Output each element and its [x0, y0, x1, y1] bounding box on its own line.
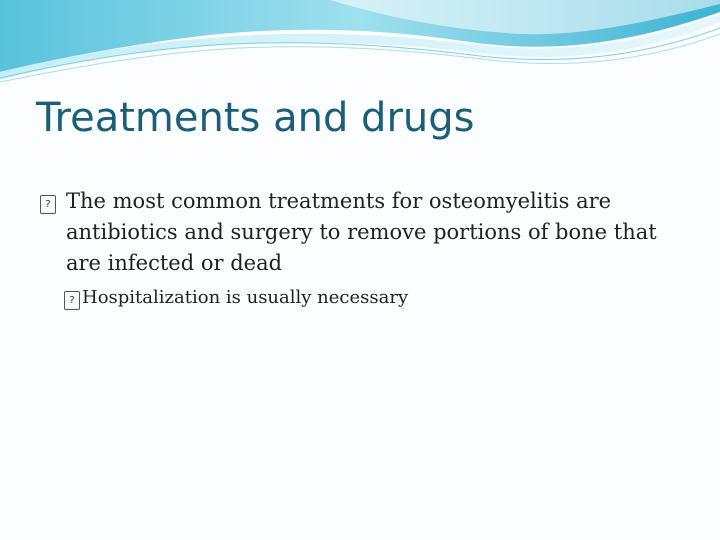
slide-body [46, 186, 666, 311]
header-wave-decoration [0, 0, 720, 90]
sub-bullet-marker-icon: ? [64, 285, 80, 311]
bullet-marker-icon: ? [40, 186, 56, 217]
bullet-text: The most common treatments for osteomyelitis are antibiotics and surgery to remove portions of bone that are infected or dead [66, 189, 657, 275]
sub-bullet-item [46, 285, 666, 311]
sub-bullet-text: Hospitalization is usually necessary [82, 287, 409, 308]
slide-title: Treatments and drugs [36, 95, 475, 141]
bullet-item [46, 186, 666, 279]
